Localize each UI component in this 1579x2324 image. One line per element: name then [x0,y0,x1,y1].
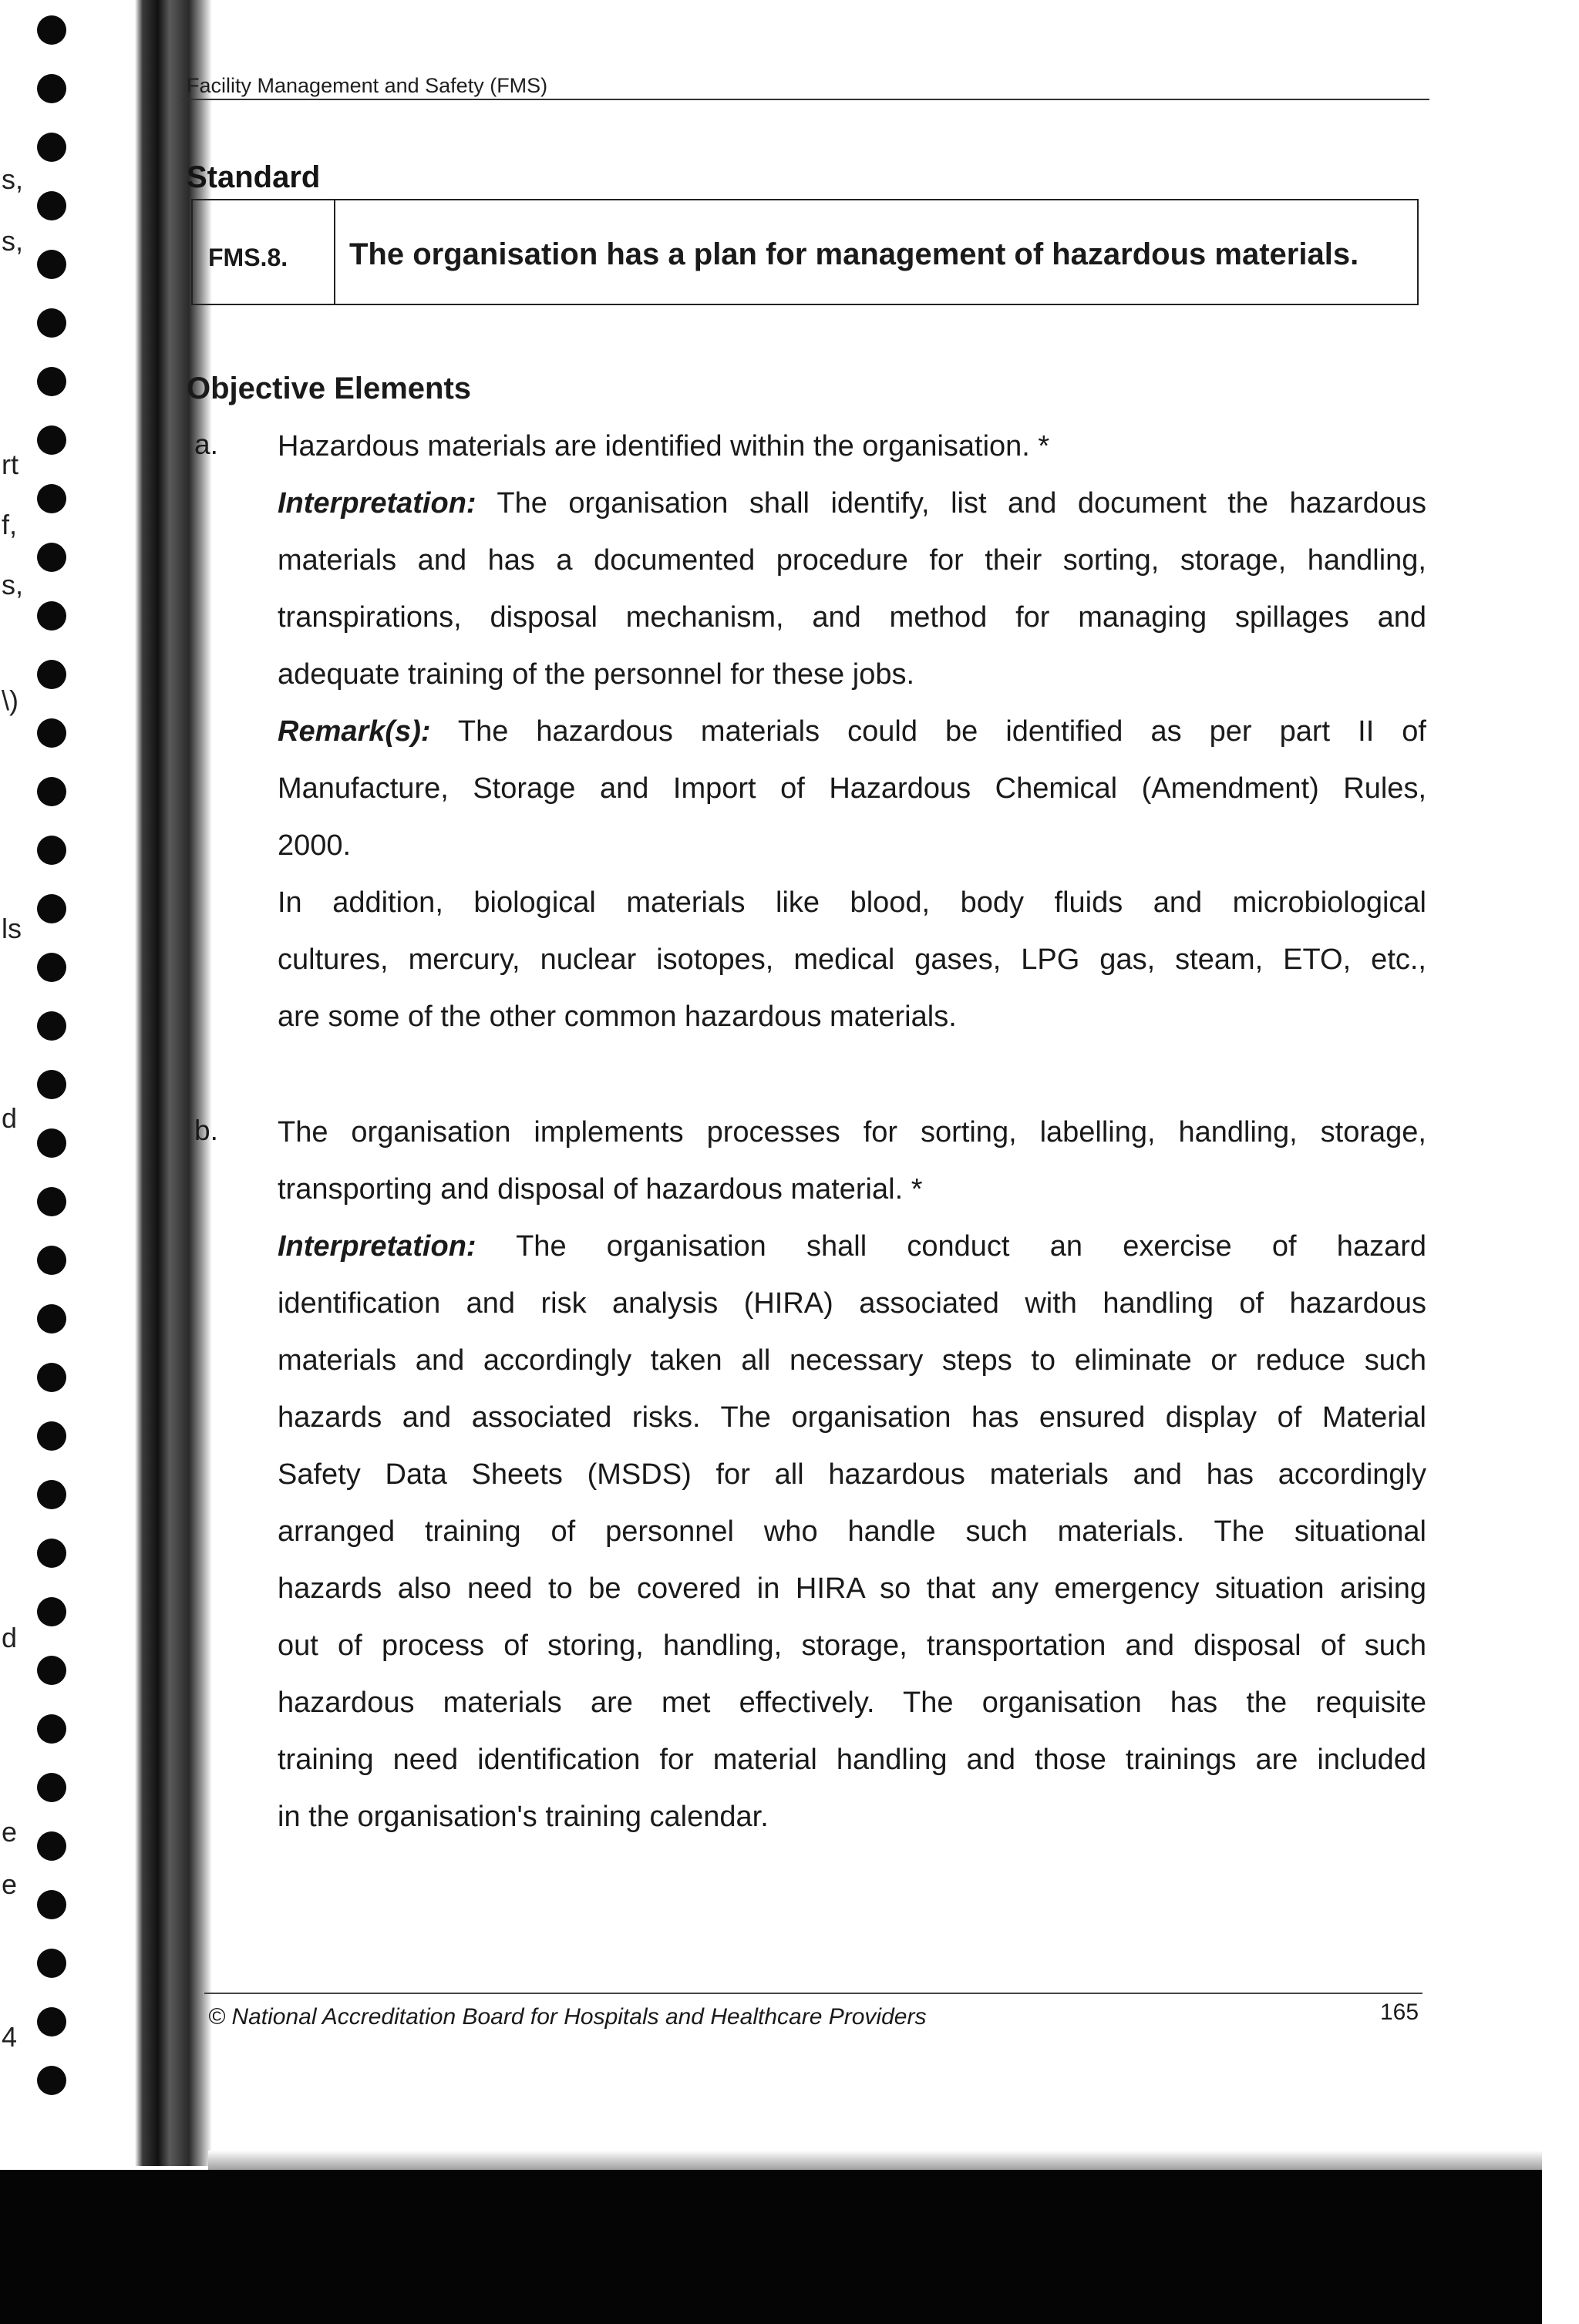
footer-copyright: © National Accreditation Board for Hospitals and Healthcare Providers [208,2004,927,2030]
item-marker: a. [194,429,218,460]
text-line: materials and has a documented procedure for their sorting, storage, handling, [278,544,1426,577]
margin-fragment: ls [2,913,22,944]
margin-fragment: e [2,1816,18,1848]
margin-fragment: s, [2,225,24,257]
interpretation-label: Interpretation: [278,487,476,520]
text-line: Manufacture, Storage and Import of Hazardous Chemical (Amendment) Rules, [278,772,1426,805]
item-b-content [278,1104,1426,1845]
margin-fragment: d [2,1102,18,1134]
margin-fragment: rt [2,449,19,480]
text-line: adequate training of the personnel for these jobs. [278,658,915,691]
margin-fragment: 4 [2,2021,18,2053]
margin-fragment: s, [2,569,24,600]
running-head: Facility Management and Safety (FMS) [187,74,548,97]
margin-fragment: e [2,1868,18,1900]
standard-label: Standard [187,160,321,194]
text-line: transporting and disposal of hazardous material. * [278,1173,923,1206]
item-a-remark-line [278,703,1426,760]
margin-fragment: d [2,1622,18,1653]
standard-text: The organisation has a plan for management of hazardous materials. [349,237,1359,271]
text-line: hazards and associated risks. The organisation has ensured display of Material [278,1401,1426,1434]
text-line: In addition, biological materials like blood, body fluids and microbiological [278,886,1426,919]
text-line: hazardous materials are met effectively. The organisation has the requisite [278,1687,1426,1719]
text-line: training need identification for material handling and those trainings are included [278,1744,1426,1776]
text-line: Safety Data Sheets (MSDS) for all hazardous materials and has accordingly [278,1458,1426,1491]
header-rule [182,99,1429,100]
text-line: cultures, mercury, nuclear isotopes, medical gases, LPG gas, steam, ETO, etc., [278,943,1426,976]
interpretation-label: Interpretation: [278,1230,476,1263]
text-line: The hazardous materials could be identified as per part II of [457,715,1426,748]
margin-fragment: s, [2,163,24,195]
item-a-statement: Hazardous materials are identified within the organisation. * [278,430,1050,462]
item-a-content [278,418,1426,1045]
text-line: identification and risk analysis (HIRA) associated with handling of hazardous [278,1287,1426,1320]
text-line: transpirations, disposal mechanism, and method for managing spillages and [278,601,1426,634]
text-line: in the organisation's training calendar. [278,1801,769,1833]
standard-code: FMS.8. [193,200,335,304]
text-line: The organisation implements processes for sorting, labelling, handling, storage, [278,1116,1426,1149]
text-line: are some of the other common hazardous materials. [278,1001,957,1033]
item-a-interpretation-line [278,475,1426,532]
margin-fragment: \) [2,684,19,716]
footer-rule [204,1993,1422,1994]
text-line: The organisation shall conduct an exercise of hazard [516,1230,1426,1263]
text-line: materials and accordingly taken all necessary steps to eliminate or reduce such [278,1344,1426,1377]
text-line: arranged training of personnel who handle such materials. The situational [278,1515,1426,1548]
text-line: 2000. [278,829,352,862]
margin-fragment: f, [2,509,18,540]
page-number: 165 [1380,1999,1419,2025]
text-line: out of process of storing, handling, storage, transportation and disposal of such [278,1629,1426,1662]
text-line: hazards also need to be covered in HIRA so that any emergency situation arising [278,1572,1426,1605]
text-line: The organisation shall identify, list and document the hazardous [497,487,1426,520]
item-b-interpretation-line [278,1218,1426,1275]
standard-box [191,199,1419,305]
item-marker: b. [194,1115,218,1146]
remark-label: Remark(s): [278,715,431,748]
objective-elements-heading: Objective Elements [187,372,472,405]
